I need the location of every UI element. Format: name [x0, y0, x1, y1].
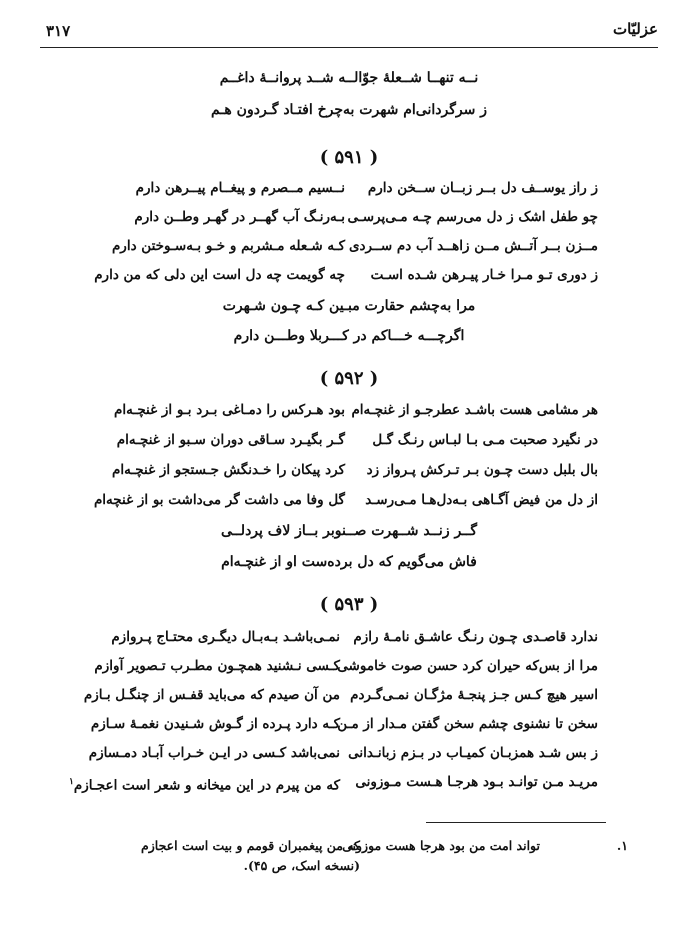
verse-left: نــسیم مــصرم و پیغــام پیــرهن دارم	[135, 180, 345, 196]
verse-left: کـه شـعله مـشربم و خـو بـه‌سـوختن دارم	[111, 238, 345, 254]
running-header-title: عزلیّات	[612, 20, 658, 38]
verse-left: نمی‌باشد کـسی در ایـن خـراب آبـاد دمـسازم	[88, 745, 340, 761]
closing-line-2: اگرچـــه خـــاکم در کـــربلا وطـــن دارم	[233, 328, 465, 344]
verse-right: مرا از بس‌که حیران کرد حسن صوت خاموشی	[337, 658, 598, 674]
verse-right: چو طفل اشک ز دل می‌رسم چـه مـی‌پرسـی	[347, 209, 598, 225]
verse-left: کرد پیکان را خـدنگش جـستجو از غنچـه‌ام	[111, 462, 345, 478]
closing-line-2: فاش می‌گویم که دل برده‌ست او از غنچـه‌ام	[221, 554, 477, 570]
verse-left: چه گویمت چه دل است این دلی که من دارم	[94, 267, 345, 283]
verse-left: من آن صیدم که می‌باید قفـس از چنگـل بـازم	[83, 687, 340, 703]
verse-right: ندارد قاصـدی چـون رنـگ عاشـق نامـهٔ رازم	[353, 629, 598, 645]
closing-line-1: گــر زنــد شــهرت صــنوبر بــاز لاف پردلــی	[220, 523, 478, 539]
ghazal-number: ( ۵۹۱ )	[319, 147, 379, 168]
verse-left: نمـی‌باشـد بـه‌بـال دیگـری محتـاج پـروازم	[111, 629, 340, 645]
closing-line-1: مرا به‌چشم حقارت مبـین کـه چـون شـهرت	[222, 298, 476, 314]
verse-left	[60, 772, 340, 796]
footnote-verse-left: که من پیغمبران قومم و بیت است اعجازم	[141, 838, 360, 853]
footnote-marker: ۱	[69, 777, 74, 787]
verse-left: گـر بگیـرد سـاقی دوران سـبو از غنچـه‌ام	[116, 432, 345, 448]
verse-left: کـه دارد پـرده از گـوش شـنیدن نغمـهٔ سـازم	[90, 716, 340, 732]
footnote-divider	[426, 822, 606, 823]
verse-left: بـه‌رنـگ آب گهــر در گهـر وطــن دارم	[134, 209, 345, 225]
verse-left: کـسی نـشنید همچـون مطـرب تـصویر آوازم	[94, 658, 340, 674]
verse-right: سخن تا نشنوی چشم سخن گفتن مـدار از مـن	[337, 716, 598, 732]
verse-right: مــزن بــر آتــش مــن زاهــد آب دم ســردی	[348, 238, 598, 254]
verse-right: در نگیرد صحبت مـی بـا لبـاس رنـگ گـل	[372, 432, 598, 448]
header-divider	[40, 47, 658, 48]
verse-right: هر مشامی هست باشـد عطرجـو از غنچـه‌ام	[351, 402, 598, 418]
verse-right: ز راز یوســف دل بــر زبــان ســخن دارم	[367, 180, 598, 196]
verse-left: بود هـرکس را دمـاغی بـرد بـو از غنچـه‌ام	[114, 402, 345, 418]
verse-right: از دل من فیض آگـاهی بـه‌دل‌هـا مـی‌رسـد	[365, 492, 598, 508]
ghazal-number: ( ۵۹۳ )	[319, 594, 379, 615]
verse-right: ز دوری تـو مـرا خـار پیـرهن شـده اسـت	[370, 267, 598, 283]
footnote-number: ۱.	[616, 838, 628, 853]
intro-line-1: نــه تنهــا شــعلهٔ جوّالــه شــد پروانــهٔ داغــم	[219, 70, 479, 86]
verse-text: که من پیرم در این میخانه و شعر است اعجـازم	[73, 777, 340, 794]
intro-line-2: ز سرگردانی‌ام شهرت به‌چرخ افتـاد گـردون هـم	[211, 102, 487, 118]
verse-left: گل وفا می داشت گر می‌داشت بو از غنچه‌ام	[93, 492, 345, 508]
footnote-source: (نسخه اسک، ص ۴۵).	[243, 858, 360, 873]
verse-right: اسیر هیچ کـس جـز پنجـهٔ مژگـان نمـی‌گـردم	[350, 687, 598, 703]
ghazal-number: ( ۵۹۲ )	[319, 368, 379, 389]
verse-right: مریـد مـن توانـد بـود هرجـا هـست مـوزونی	[355, 774, 598, 790]
verse-right: بال بلبل دست چـون بـر تـرکش پـرواز زد	[366, 462, 598, 478]
footnote-verse-right: تواند امت من بود هرجا هست موزونی	[342, 838, 540, 853]
page-number: ۳۱۷	[46, 22, 71, 40]
verse-right: ز بس شـد همزبـان کمیـاب در بـزم زبانـدانی	[348, 745, 598, 761]
